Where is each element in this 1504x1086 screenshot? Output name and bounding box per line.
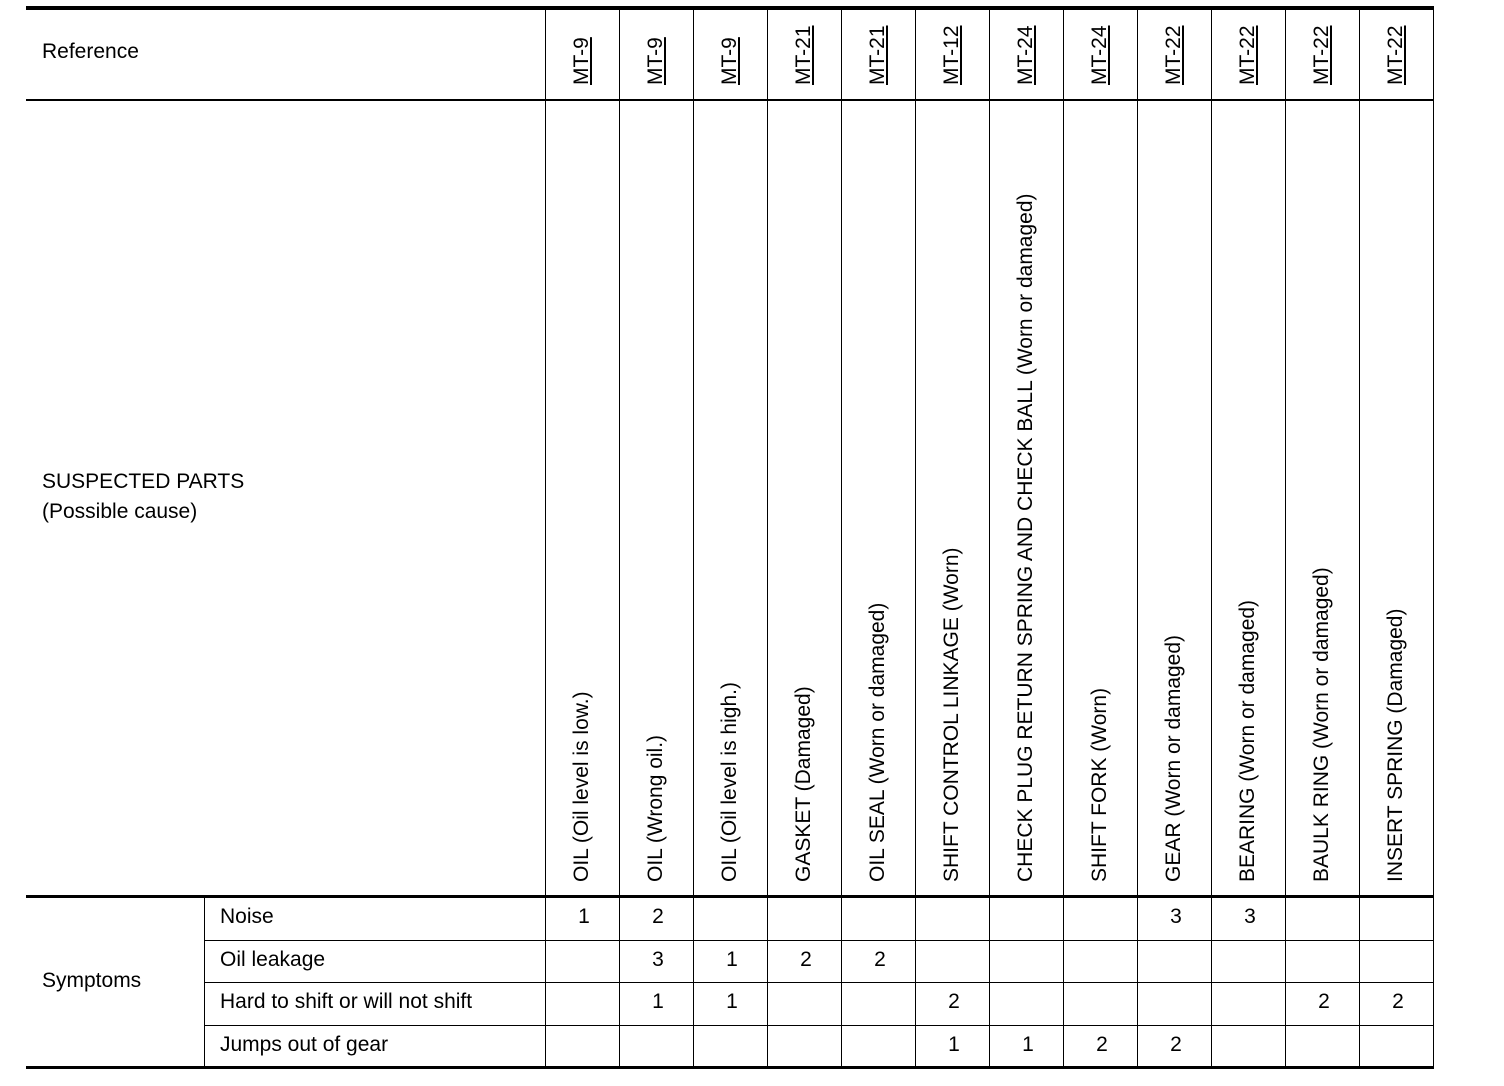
column-divider (1063, 8, 1064, 1067)
suspected-part-label: BEARING (Worn or damaged) (1236, 599, 1259, 882)
header-bottom-border (26, 895, 1434, 898)
column-divider (1137, 8, 1138, 1067)
priority-cell: 2 (652, 905, 664, 928)
priority-cell: 2 (1096, 1033, 1108, 1056)
priority-cell: 1 (726, 948, 738, 971)
column-divider (1359, 8, 1360, 1067)
reference-row-divider (26, 99, 1434, 101)
priority-cell: 1 (948, 1033, 960, 1056)
top-border (26, 6, 1434, 10)
reference-link[interactable]: MT-21 (792, 25, 815, 85)
priority-cell: 2 (1170, 1033, 1182, 1056)
suspected-part-label: OIL (Oil level is low.) (570, 691, 593, 882)
priority-cell: 2 (874, 948, 886, 971)
priority-cell: 2 (1392, 990, 1404, 1013)
reference-link[interactable]: MT-9 (718, 37, 741, 85)
priority-cell: 3 (1244, 905, 1256, 928)
suspected-part-label: OIL SEAL (Worn or damaged) (866, 602, 889, 882)
symptoms-label: Symptoms (42, 969, 142, 992)
suspected-part-label: OIL (Wrong oil.) (644, 734, 667, 882)
priority-cell: 3 (1170, 905, 1182, 928)
symptom-name: Noise (220, 905, 274, 928)
symptom-name: Jumps out of gear (220, 1033, 389, 1056)
suspected-part-label: GASKET (Damaged) (792, 686, 815, 882)
reference-link[interactable]: MT-22 (1162, 25, 1185, 85)
suspected-part-label: SHIFT CONTROL LINKAGE (Worn) (940, 547, 963, 882)
reference-link[interactable]: MT-22 (1236, 25, 1259, 85)
row-divider (204, 982, 1434, 983)
reference-link[interactable]: MT-9 (570, 37, 593, 85)
symptom-name: Hard to shift or will not shift (220, 990, 473, 1013)
reference-link[interactable]: MT-24 (1014, 25, 1037, 85)
suspected-part-label: SHIFT FORK (Worn) (1088, 687, 1111, 882)
column-divider (1433, 8, 1434, 1067)
row-divider (204, 1025, 1434, 1026)
column-divider (915, 8, 916, 1067)
bottom-border (26, 1066, 1434, 1069)
suspected-part-label: GEAR (Worn or damaged) (1162, 634, 1185, 882)
column-divider (841, 8, 842, 1067)
column-divider (545, 8, 546, 1067)
priority-cell: 1 (578, 905, 590, 928)
reference-link[interactable]: MT-22 (1384, 25, 1407, 85)
suspected-part-label: INSERT SPRING (Damaged) (1384, 608, 1407, 882)
symptom-name-divider (204, 897, 205, 1067)
reference-link[interactable]: MT-9 (644, 37, 667, 85)
priority-cell: 1 (652, 990, 664, 1013)
reference-label: Reference (42, 40, 139, 63)
suspected-part-label: CHECK PLUG RETURN SPRING AND CHECK BALL (Worn or damaged) (1014, 193, 1037, 882)
priority-cell: 2 (800, 948, 812, 971)
reference-link[interactable]: MT-21 (866, 25, 889, 85)
reference-link[interactable]: MT-12 (940, 25, 963, 85)
column-divider (989, 8, 990, 1067)
row-divider (204, 940, 1434, 941)
priority-cell: 3 (652, 948, 664, 971)
symptom-name: Oil leakage (220, 948, 326, 971)
suspected-part-label: BAULK RING (Worn or damaged) (1310, 567, 1333, 882)
priority-cell: 1 (726, 990, 738, 1013)
suspected-part-label: OIL (Oil level is high.) (718, 682, 741, 882)
priority-cell: 2 (948, 990, 960, 1013)
possible-cause-label: (Possible cause) (42, 500, 198, 523)
suspected-parts-label: SUSPECTED PARTS (42, 470, 245, 493)
reference-link[interactable]: MT-24 (1088, 25, 1111, 85)
priority-cell: 1 (1022, 1033, 1034, 1056)
reference-link[interactable]: MT-22 (1310, 25, 1333, 85)
column-divider (767, 8, 768, 1067)
priority-cell: 2 (1318, 990, 1330, 1013)
